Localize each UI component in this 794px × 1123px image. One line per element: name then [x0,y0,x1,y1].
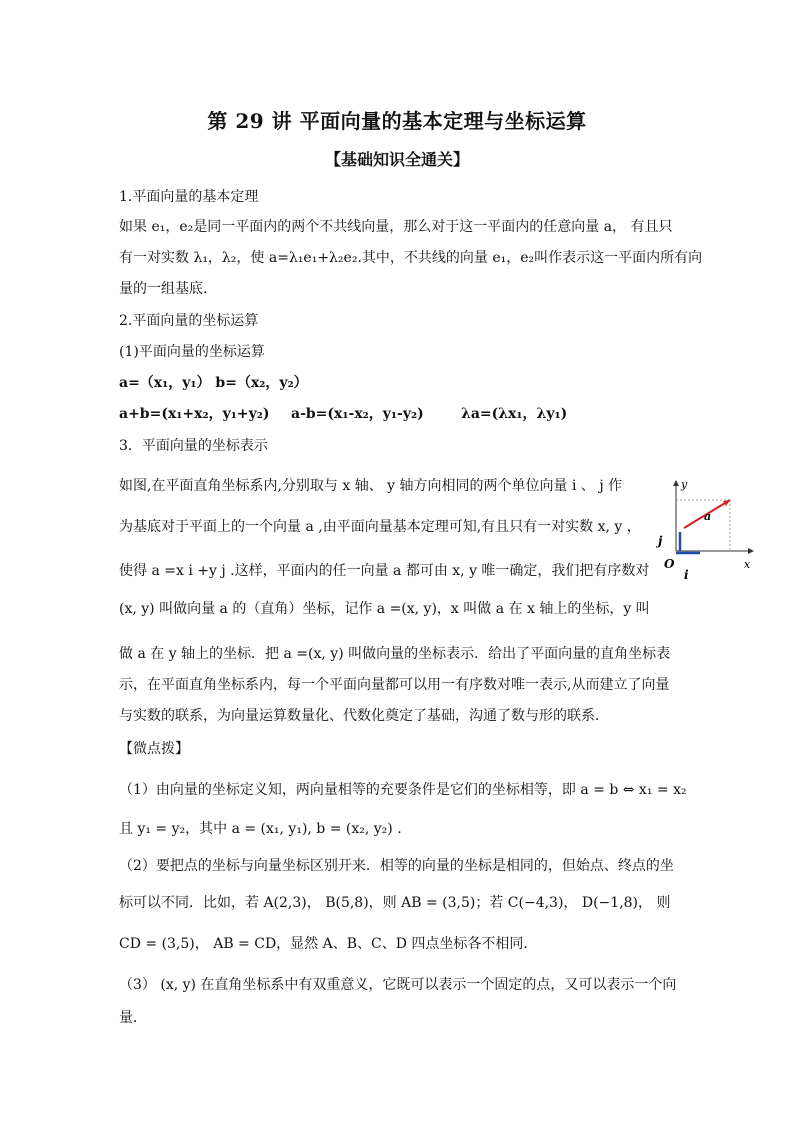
y-axis-arrow-icon [673,480,679,486]
s3-line-1: 如图,在平面直角坐标系内,分别取与 x 轴、 y 轴方向相同的两个单位向量 i 、 j 作 [119,478,623,494]
tip-2-line-a: （2）要把点的坐标与向量坐标区别开来．相等的向量的坐标是相同的，但始点、终点的坐 [119,858,674,874]
s1-heading: 1.平面向量的基本定理 [119,189,259,205]
origin-label: O [664,557,675,571]
s1-line-2: 有一对实数 λ₁，λ₂，使 a=λ₁e₁+λ₂e₂.其中，不共线的向量 e₁，e₂叫作表示这一平面内所有向 [119,250,703,266]
section-banner: 【基础知识全通关】 [324,150,469,169]
s2-diff: a-b=(x₁-x₂，y₁-y₂) [291,406,424,422]
tip-1-line-a: （1）由向量的坐标定义知，两向量相等的充要条件是它们的坐标相等，即 a = b ⇔ x₁ = x₂ [119,782,687,798]
tip-1-line-b: 且 y₁ = y₂，其中 a = (x₁, y₁), b = (x₂, y₂) . [119,821,402,837]
s1-line-3: 量的一组基底. [119,281,208,297]
tip-2-line-c: CD = (3,5)， AB = CD，显然 A、B、C、D 四点坐标各不相同． [119,936,538,952]
coordinate-diagram [640,476,758,584]
s3-heading: 3．平面向量的坐标表示 [119,438,268,454]
tip-3-line-a: （3） (x, y) 在直角坐标系中有双重意义，它既可以表示一个固定的点，又可以表示一个向 [119,977,677,993]
j-label: j [658,534,663,548]
s3-line-7: 与实数的联系，为向量运算数量化、代数化奠定了基础，沟通了数与形的联系． [119,708,609,724]
page-title: 第 29 讲 平面向量的基本定理与坐标运算 [207,109,587,133]
s2-vectors: a=（x₁，y₁） b=（x₂，y₂） [119,375,308,391]
tip-3-line-b: 量． [119,1010,147,1026]
s3-line-3: 使得 a =x i +y j .这样，平面内的任一向量 a 都可由 x, y 唯一确定，我们把有序数对 [119,563,650,579]
x-axis-arrow-icon [748,548,754,554]
s3-line-6: 示，在平面直角坐标系内，每一个平面向量都可以用一有序数对唯一表示,从而建立了向量 [119,677,670,693]
i-label: i [684,568,689,582]
s3-line-2: 为基底对于平面上的一个向量 a ,由平面向量基本定理可知,有且只有一对实数 x, y ， [119,519,641,535]
s2-scalar: λa=(λx₁，λy₁) [461,406,568,422]
a-label: a [704,510,712,523]
s2-subheading: (1)平面向量的坐标运算 [119,344,265,360]
tips-heading: 【微点拨】 [119,741,189,757]
s2-heading: 2.平面向量的坐标运算 [119,313,259,329]
s3-line-4: (x, y) 叫做向量 a 的（直角）坐标，记作 a =(x, y)，x 叫做 a 在 x 轴上的坐标，y 叫 [119,601,650,617]
tip-2-line-b: 标可以不同．比如，若 A(2,3)， B(5,8)，则 AB = (3,5)；若 C(−4,3)， D(−1,8)， 则 [119,895,671,911]
x-axis-label: x [744,558,751,571]
s3-line-5: 做 a 在 y 轴上的坐标．把 a =(x, y) 叫做向量的坐标表示．给出了平面向量的直角坐标表 [119,646,671,662]
y-axis-label: y [681,478,688,491]
s1-line-1: 如果 e₁，e₂是同一平面内的两个不共线向量，那么对于这一平面内的任意向量 a， 有且只 [119,219,673,235]
s2-sum: a+b=(x₁+x₂，y₁+y₂) [119,406,270,422]
